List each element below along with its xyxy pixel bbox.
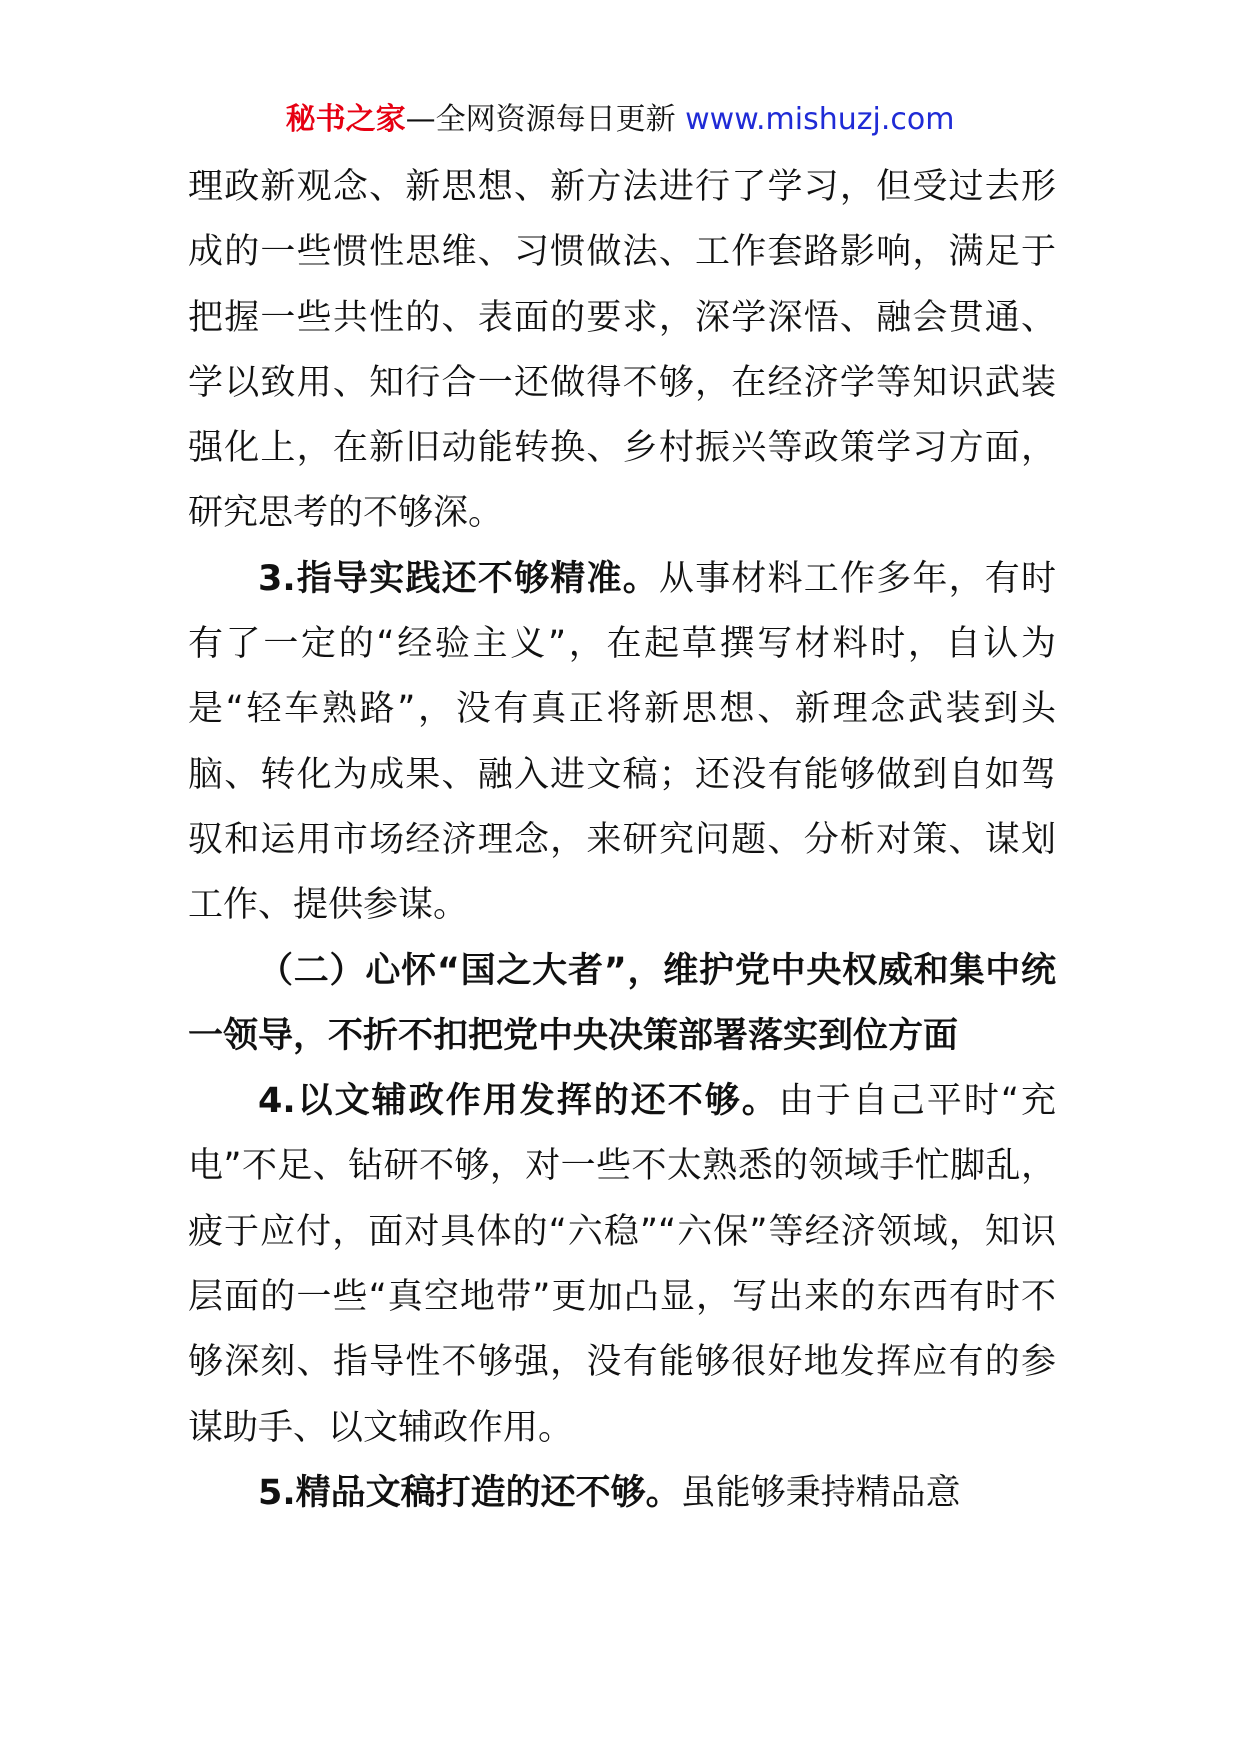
paragraph-item-5 [188,1461,1056,1526]
site-header [0,100,1240,140]
item-4-text: 由于自己平时“充电”不足、钻研不够，对一些不太熟悉的领域手忙脚乱，疲于应付，面对具体的“六稳”“六保”等经济领域，知识层面的一些“真空地带”更加凸显，写出来的东西有时不够深刻、指导性不够强，没有能够很好地发挥应有的参谋助手、以文辅政作用。 [188,1081,1056,1448]
paragraph-item-3 [188,547,1056,939]
item-3-heading: 3.指导实践还不够精准。 [258,558,659,599]
section-2-title: （二）心怀“国之大者”，维护党中央权威和集中统一领导，不折不扣把党中央决策部署落实到位方面 [188,950,1056,1056]
brand-name: 秘书之家 [285,102,406,137]
item-5-text: 虽能够秉持精品意 [680,1472,961,1513]
header-tagline: —全网资源每日更新 [405,102,676,137]
item-3-text: 从事材料工作多年，有时有了一定的“经验主义”，在起草撰写材料时，自认为是“轻车熟路”，没有真正将新思想、新理念武装到头脑、转化为成果、融入进文稿；还没有能够做到自如驾驭和运用市场经济理念，来研究问题、分析对策、谋划工作、提供参谋。 [188,558,1056,926]
document-body [188,155,1056,1526]
item-4-heading: 4.以文辅政作用发挥的还不够。 [258,1081,779,1122]
item-5-heading: 5.精品文稿打造的还不够。 [258,1472,681,1513]
paragraph-text: 理政新观念、新思想、新方法进行了学习，但受过去形成的一些惯性思维、习惯做法、工作套路影响，满足于把握一些共性的、表面的要求，深学深悟、融会贯通、学以致用、知行合一还做得不够，在经济学等知识武装强化上，在新旧动能转换、乡村振兴等政策学习方面，研究思考的不够深。 [188,167,1056,534]
paragraph-continuation [188,155,1056,547]
site-url-link[interactable]: www.mishuzj.com [685,102,955,137]
section-heading-2 [188,939,1056,1070]
paragraph-item-4 [188,1069,1056,1461]
